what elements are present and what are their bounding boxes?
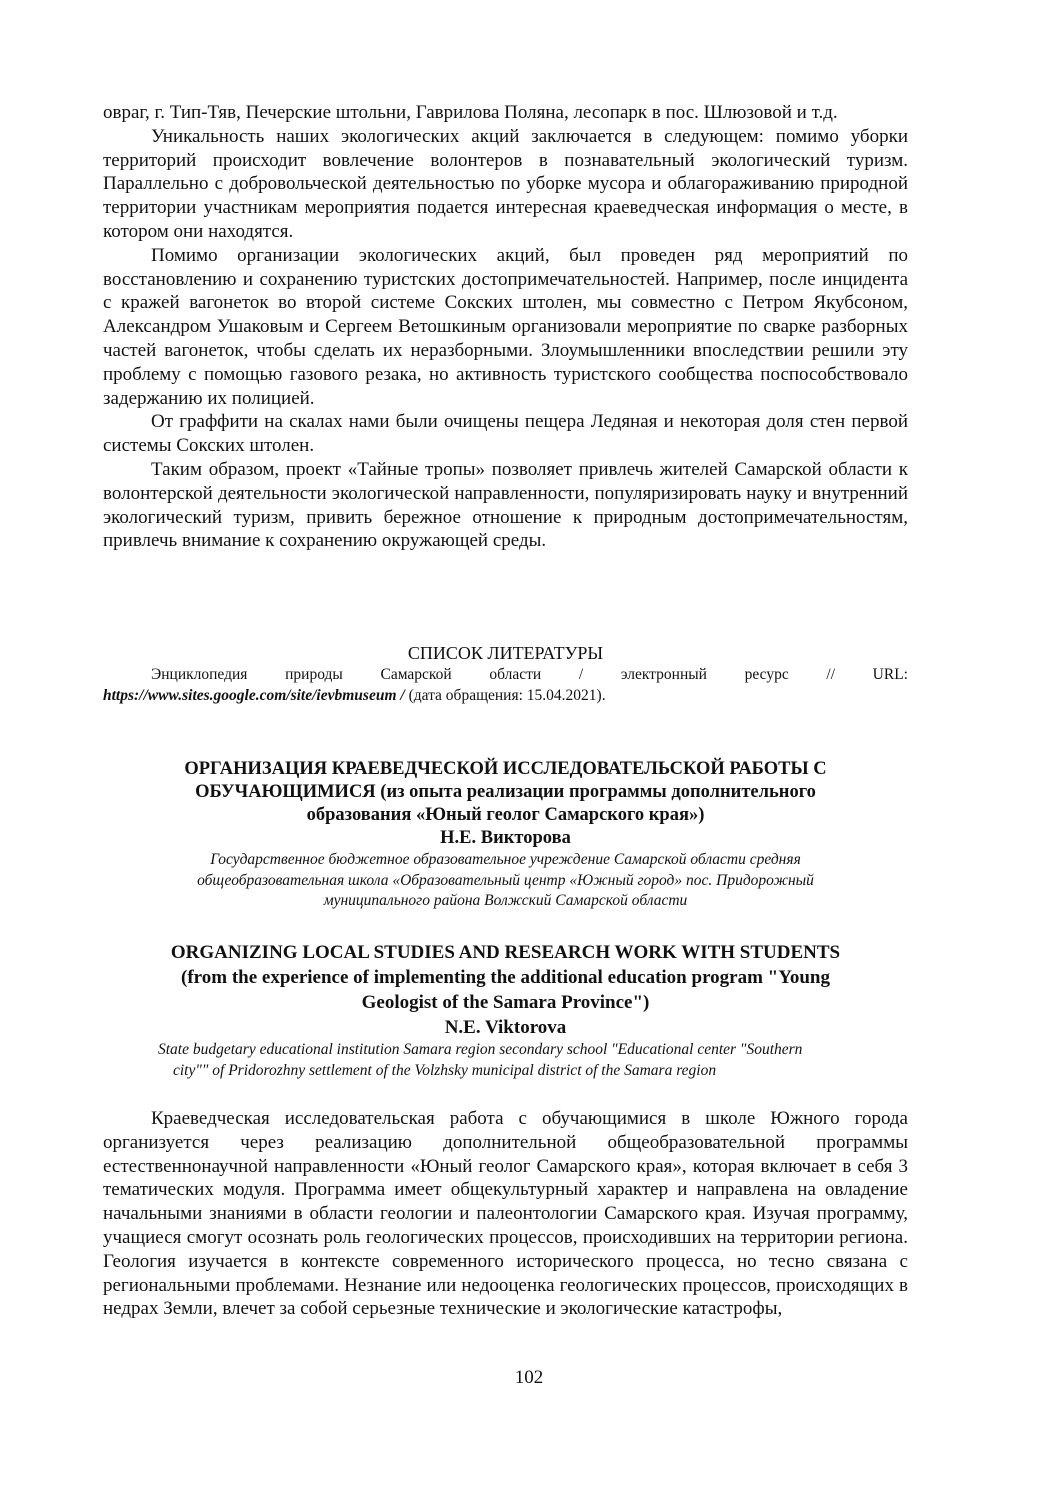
article-title-ru-line2: ОБУЧАЮЩИМИСЯ (из опыта реализации программы дополнительного [195,782,816,802]
reference-item [103,665,908,706]
article-title-en-line2: (from the experience of implementing the additional education program "Young [181,967,830,988]
article-header-en [103,940,908,1081]
article-title-en-line1: ORGANIZING LOCAL STUDIES AND RESEARCH WORK WITH STUDENTS [170,942,841,963]
paragraph-graffiti: От граффити на скалах нами были очищены пещера Ледяная и некоторая доля стен первой системы Сокских штолен. [103,411,908,457]
paragraph-main: Краеведческая исследовательская работа с обучающимися в школе Южного города организуется через реализацию дополнительной общеобразовательной программы естественнонаучной направленности «Юный геолог Самарского края», которая включает в себя 3 тематических модуля. Программа имеет общекультурный характер и направлена на овладение начальными знаниями в области геологии и палеонтологии Самарского края. Изучая программу, учащиеся смогут осознать роль геологических процессов, происходивших на территории региона. Геология изучается в контексте современного исторического процесса, но тесно связана с региональными проблемами. Незнание или недооценка геологических процессов, происходящих в недрах Земли, влечет за собой серьезные технические и экологические катастрофы, [103,1108,908,1320]
affiliation-en-line1: State budgetary educational institution Samara region secondary school "Educational center "Southern [158,1041,803,1058]
main-text-block [103,1107,908,1321]
article-title-en-line3: Geologist of the Samara Province") [361,992,650,1013]
affiliation-ru-line1: Государственное бюджетное образовательное учреждение Самарской области средняя [210,851,801,868]
paragraph-events: Помимо организации экологических акций, был проведен ряд мероприятий по восстановлению и сохранению туристских достопримечательностей. Например, после инцидента с кражей вагонеток во второй системе Сокских штолен, мы совместно с Петром Якубсоном, Александром Ушаковым и Сергеем Ветошкиным организовали мероприятие по сварке разборных частей вагонеток, чтобы сделать их неразборными. Злоумышленники впоследствии решили эту проблему с помощью газового резака, но активность туристского сообщества поспособствовало задержанию их полицией. [103,244,908,409]
reference-tail: (дата обращения: 15.04.2021). [408,686,606,704]
article-title-ru-line3: образования «Юный геолог Самарского края») [306,805,705,825]
references-section [103,641,908,706]
references-title: СПИСОК ЛИТЕРАТУРЫ [407,643,604,663]
affiliation-en-line2: city"" of Pridorozhny settlement of the Volzhsky municipal district of the Samara region [173,1061,717,1079]
paragraph-conclusion: Таким образом, проект «Тайные тропы» позволяет привлечь жителей Самарской области к волонтерской деятельности экологической направленности, популяризировать науку и внутренний экологический туризм, привить бережное отношение к природным достопримечательностям, привлечь внимание к сохранению окружающей среды. [103,458,908,552]
affiliation-ru-line2: общеобразовательная школа «Образовательный центр «Южный город» пос. Придорожный [197,871,814,889]
affiliation-ru-line3: муниципального района Волжский Самарской области [323,892,688,909]
paragraph-uniqueness: Уникальность наших экологических акций заключается в следующем: помимо уборки территорий происходит вовлечение волонтеров в познавательный экологический туризм. Параллельно с добровольческой деятельностью по уборке мусора и облагораживанию природной территории участникам мероприятия подается интересная краеведческая информация о месте, в котором они находятся. [103,125,908,242]
article-title-ru-line1: ОРГАНИЗАЦИЯ КРАЕВЕДЧЕСКОЙ ИССЛЕДОВАТЕЛЬСКОЙ РАБОТЫ С [184,759,827,779]
reference-url[interactable]: https://www.sites.google.com/site/ievbmuseum / [103,686,405,704]
paragraph-continuation: овраг, г. Тип-Тяв, Печерские штольни, Гаврилова Поляна, лесопарк в пос. Шлюзовой и т.д. [103,102,838,123]
article-header-ru [103,758,908,912]
author-ru: Н.Е. Викторова [440,828,571,848]
page-number: 102 [514,1367,544,1388]
reference-text: Энциклопедия природы Самарской области / электронный ресурс // URL: [151,666,908,683]
author-en: N.E. Viktorova [444,1017,567,1038]
top-text-block [103,101,908,553]
